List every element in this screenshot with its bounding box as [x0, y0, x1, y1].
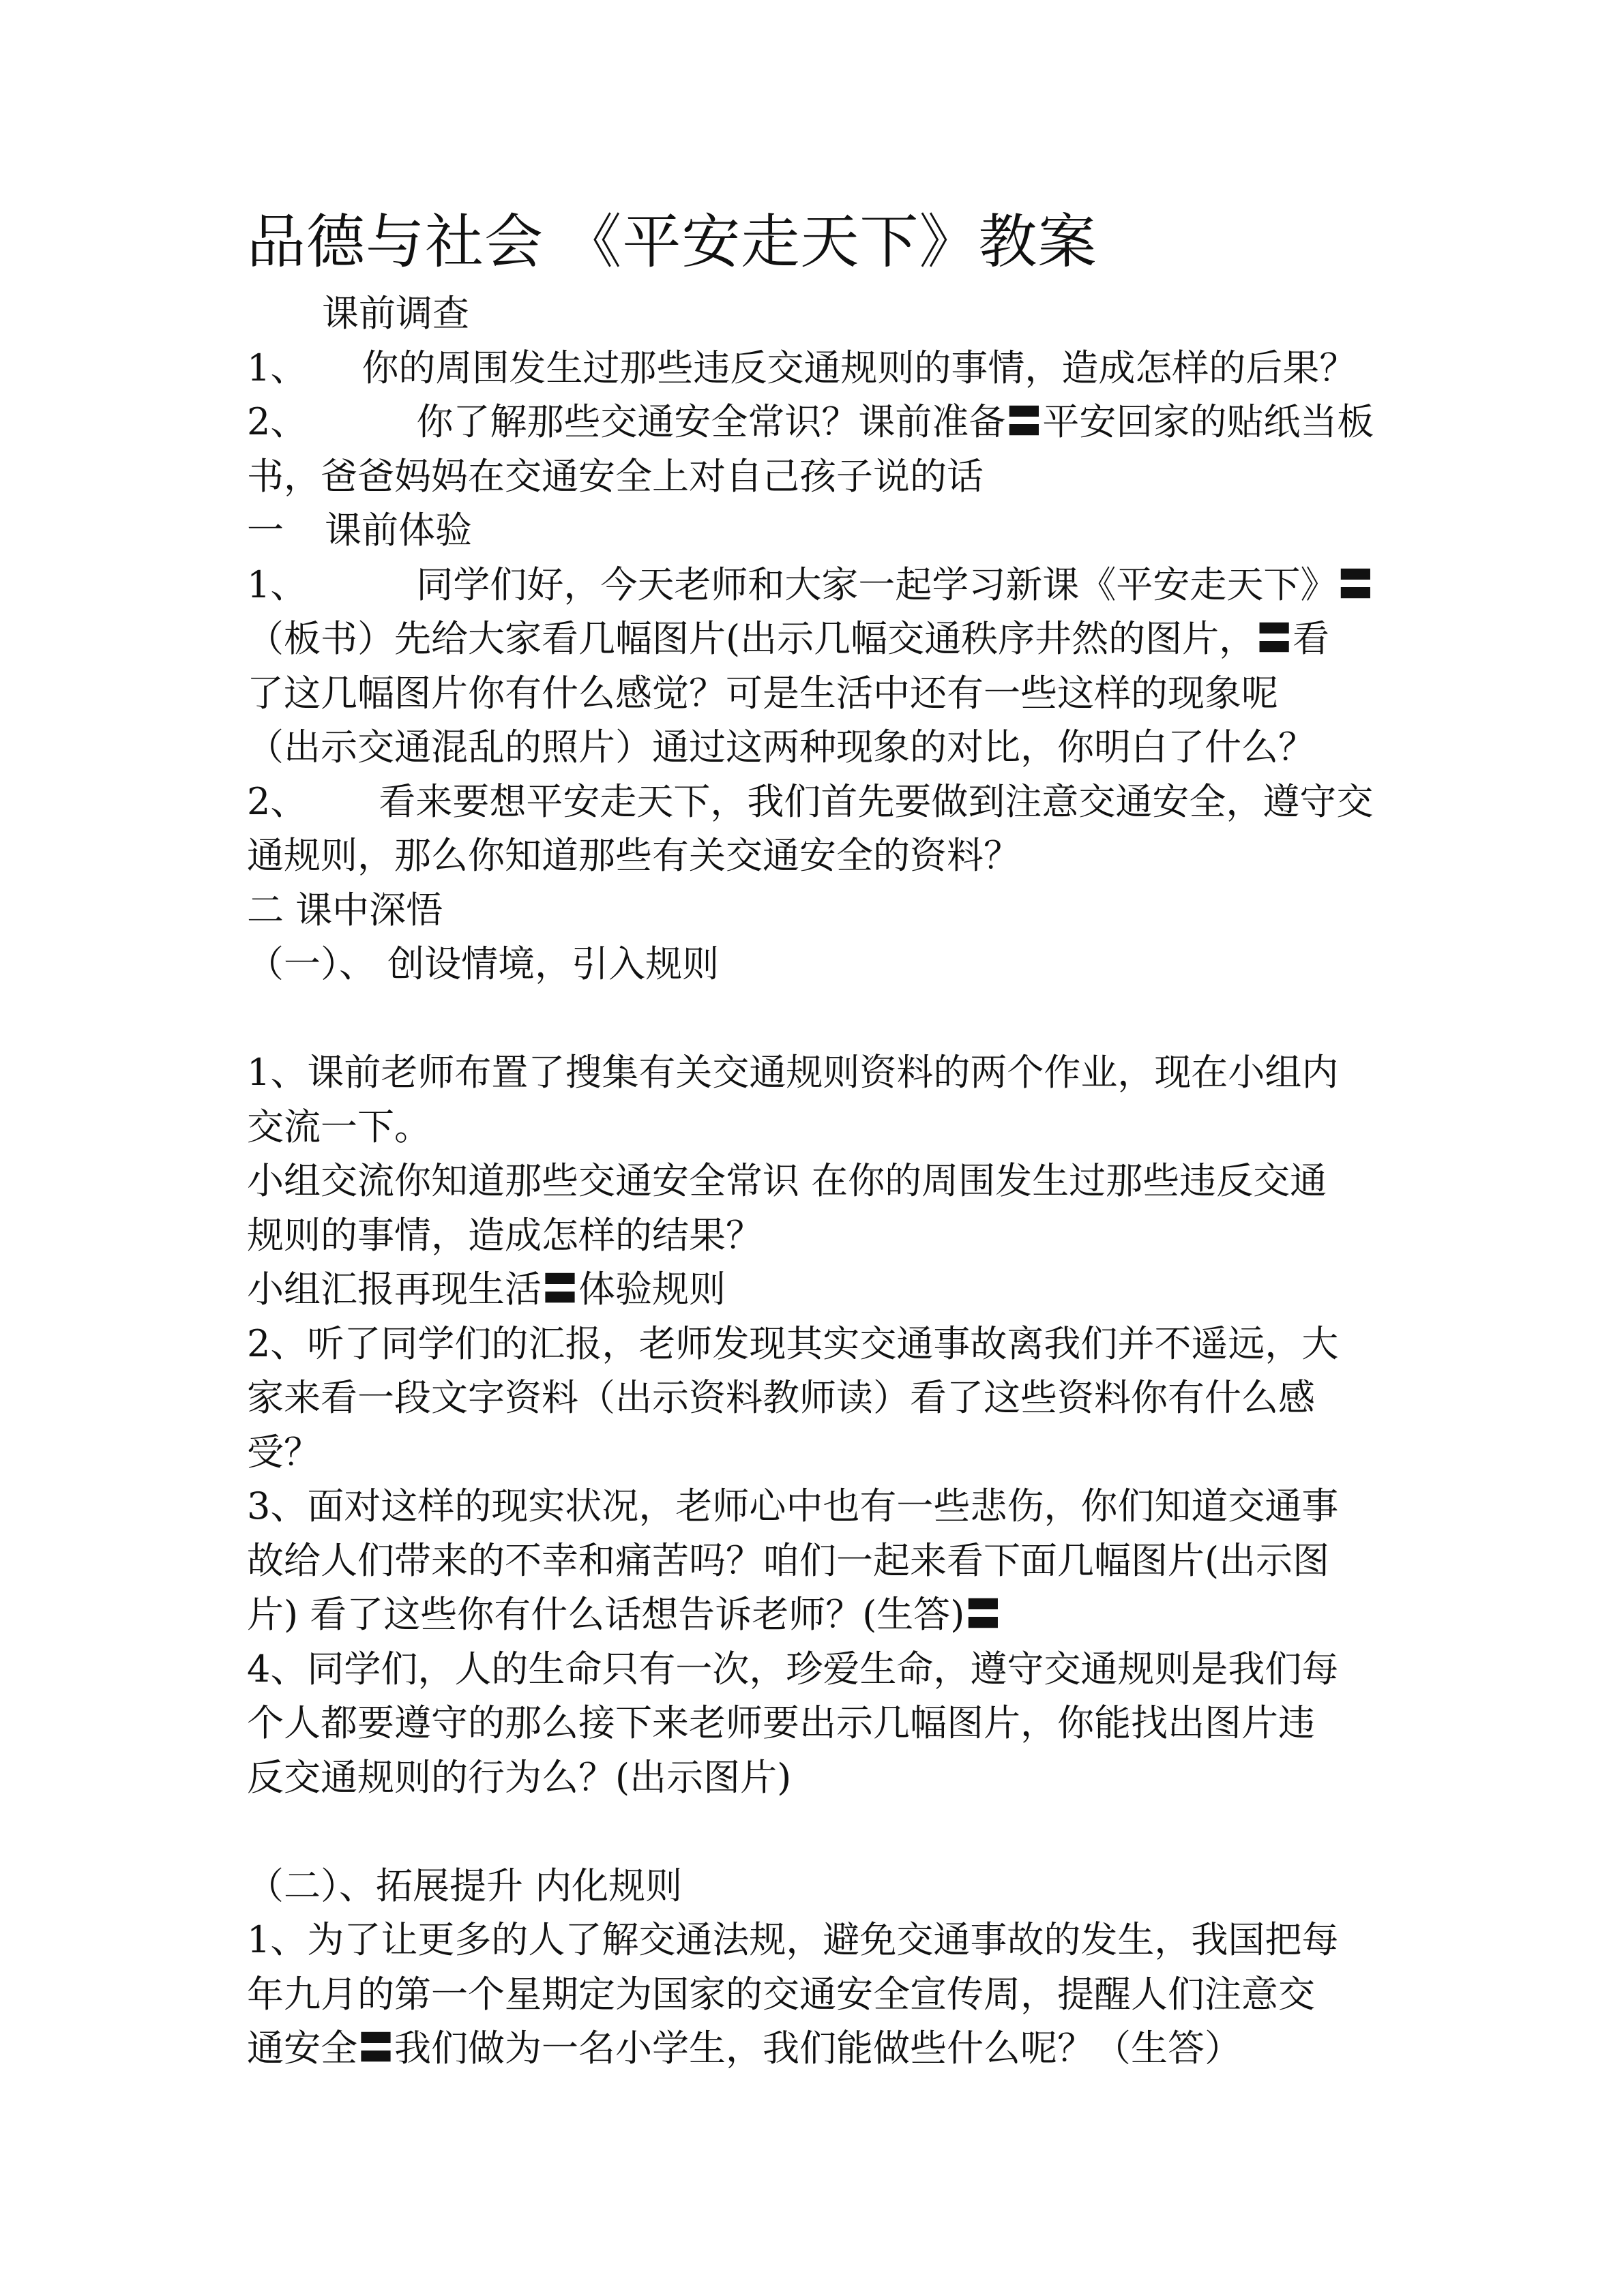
item-text: 你的周围发生过那些违反交通规则的事情，造成怎样的后果？: [361, 346, 1357, 389]
section-number: 一: [247, 509, 284, 552]
line-text: 3、面对这样的现实状况，老师心中也有一些悲伤，你们知道交通事: [247, 1485, 1339, 1527]
line-text: 了这几幅图片你有什么感觉？可是生活中还有一些这样的现象呢: [247, 671, 1278, 715]
line-text: 通规则，那么你知道那些有关交通安全的资料？: [247, 834, 1020, 877]
line-text: 小组交流你知道那些交通安全常识 在你的周围发生过那些违反交通: [247, 1159, 1327, 1202]
line-text: 1、为了让更多的人了解交通法规，避免交通事故的发生，我国把每: [247, 1918, 1339, 1961]
blank-line: [247, 1804, 1383, 1859]
section-text: 课前体验: [325, 509, 472, 552]
item-text: 你了解那些交通安全常识？课前准备〓平安回家的贴纸当板: [416, 400, 1374, 443]
line-text: （出示交通混乱的照片）通过这两种现象的对比，你明白了什么？: [247, 726, 1315, 769]
line-text: 2、听了同学们的汇报，老师发现其实交通事故离我们并不遥远，大: [247, 1322, 1339, 1365]
text-line: [247, 1317, 1383, 1371]
text-line: [247, 1967, 1383, 2022]
subsection-heading: [247, 1859, 1383, 1913]
text-line: [247, 1750, 1383, 1805]
line-text: 交流一下。: [247, 1105, 431, 1148]
text-line: [247, 1154, 1383, 1208]
text-line: [247, 1425, 1383, 1480]
item-number: 2、: [247, 779, 308, 823]
line-text: 年九月的第一个星期定为国家的交通安全宣传周，提醒人们注意交: [247, 1972, 1315, 2016]
line-text: 4、同学们，人的生命只有一次，珍爱生命，遵守交通规则是我们每: [247, 1647, 1339, 1690]
item-text: 看来要想平安走天下，我们首先要做到注意交通安全，遵守交: [379, 779, 1374, 823]
line-text: 个人都要遵守的那么接下来老师要出示几幅图片，你能找出图片违: [247, 1701, 1315, 1744]
document-title: 品德与社会 《平安走天下》教案: [247, 208, 1097, 276]
section-text: 二 课中深悟: [247, 888, 443, 931]
subsection-text: （二）、拓展提升 内化规则: [247, 1864, 683, 1907]
subsection-text: （一）、 创设情境，引入规则: [247, 942, 720, 985]
section-heading: [247, 503, 1383, 558]
item-number: 2、: [247, 400, 308, 443]
line-text: 书，爸爸妈妈在交通安全上对自己孩子说的话: [247, 454, 984, 498]
text-line: [247, 829, 1383, 883]
item-number: 1、: [247, 563, 308, 606]
list-item: [247, 775, 1383, 829]
line-text: 受？: [247, 1430, 321, 1474]
line-text: （板书）先给大家看几幅图片(出示几幅交通秩序井然的图片，〓看: [247, 617, 1330, 660]
text-line: [247, 1045, 1383, 1100]
list-item: [247, 341, 1383, 396]
text-line: [247, 449, 1383, 504]
line-text: 反交通规则的行为么？(出示图片): [247, 1755, 792, 1799]
line-text: 课前调查: [322, 292, 469, 335]
text-line: [247, 1642, 1383, 1697]
text-line: [247, 1534, 1383, 1588]
subsection-heading: [247, 937, 1383, 992]
text-line: [247, 1371, 1383, 1425]
text-line: [247, 286, 1383, 341]
text-line: [247, 612, 1383, 666]
line-text: 小组汇报再现生活〓体验规则: [247, 1268, 726, 1311]
text-line: [247, 1587, 1383, 1642]
text-line: [247, 1262, 1383, 1317]
section-heading: [247, 883, 1383, 938]
text-line: [247, 2021, 1383, 2076]
line-text: 片) 看了这些你有什么话想告诉老师？(生答)〓: [247, 1593, 1002, 1636]
line-text: 规则的事情，造成怎样的结果？: [247, 1213, 763, 1257]
text-line: [247, 666, 1383, 721]
list-item: [247, 558, 1383, 612]
line-text: 通安全〓我们做为一名小学生，我们能做些什么呢？（生答）: [247, 2027, 1241, 2070]
text-line: [247, 1479, 1383, 1534]
item-number: 1、: [247, 346, 308, 389]
text-line: [247, 1100, 1383, 1154]
list-item: [247, 395, 1383, 449]
text-line: [247, 720, 1383, 775]
line-text: 家来看一段文字资料（出示资料教师读）看了这些资料你有什么感: [247, 1376, 1315, 1419]
item-text: 同学们好，今天老师和大家一起学习新课《平安走天下》〓: [416, 563, 1374, 606]
text-line: [247, 1208, 1383, 1263]
document-body: [247, 286, 1383, 2076]
blank-line: [247, 992, 1383, 1046]
text-line: [247, 1913, 1383, 1967]
text-line: [247, 1696, 1383, 1750]
line-text: 故给人们带来的不幸和痛苦吗？咱们一起来看下面几幅图片(出示图: [247, 1538, 1330, 1582]
line-text: 1、课前老师布置了搜集有关交通规则资料的两个作业，现在小组内: [247, 1051, 1339, 1094]
